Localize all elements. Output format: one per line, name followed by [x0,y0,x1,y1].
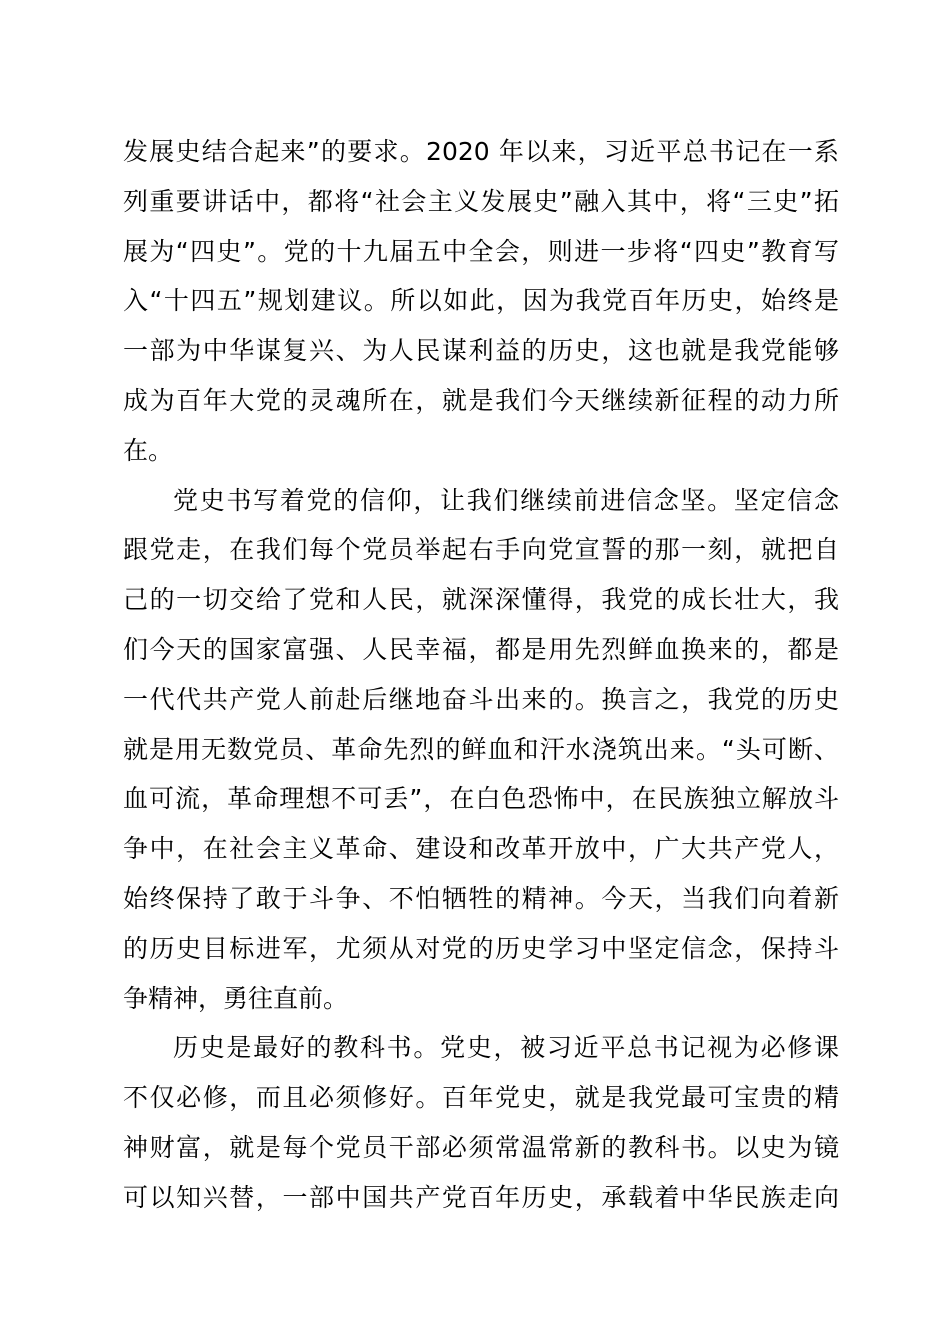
text-line: 神财富，就是每个党员干部必须常温常新的教科书。以史为镜 [123,1132,839,1162]
text-line: 列重要讲话中，都将“社会主义发展史”融入其中，将“三史”拓 [123,186,839,216]
text-line: 血可流，革命理想不可丢”，在白色恐怖中，在民族独立解放斗 [123,784,839,814]
text-line: 在。 [123,435,174,465]
text-line: 不仅必修，而且必须修好。百年党史，就是我党最可宝贵的精 [123,1083,839,1113]
text-line: 们今天的国家富强、人民幸福，都是用先烈鲜血换来的，都是 [123,634,839,664]
document-body [123,127,839,1223]
text-line: 历史是最好的教科书。党史，被习近平总书记视为必修课 [173,1033,839,1063]
text-line: 展为“四史”。党的十九届五中全会，则进一步将“四史”教育写 [123,236,839,266]
paragraph-3 [123,1023,839,1222]
paragraph-1 [123,127,839,476]
text-line: 争精神，勇往直前。 [123,983,349,1013]
text-line: 成为百年大党的灵魂所在，就是我们今天继续新征程的动力所 [123,385,839,415]
paragraph-2 [123,476,839,1024]
text-line: 己的一切交给了党和人民，就深深懂得，我党的成长壮大，我 [123,585,839,615]
text-line: 的历史目标进军，尤须从对党的历史学习中坚定信念，保持斗 [123,933,839,963]
text-line: 党史书写着党的信仰，让我们继续前进信念坚。坚定信念 [173,485,839,515]
text-line: 一部为中华谋复兴、为人民谋利益的历史，这也就是我党能够 [123,336,839,366]
text-line: 发展史结合起来”的要求。2020 年以来，习近平总书记在一系 [123,137,839,166]
text-line: 就是用无数党员、革命先烈的鲜血和汗水浇筑出来。“头可断、 [123,734,839,764]
text-line: 一代代共产党人前赴后继地奋斗出来的。换言之，我党的历史 [123,684,839,714]
text-line: 跟党走，在我们每个党员举起右手向党宣誓的那一刻，就把自 [123,535,839,565]
text-line: 始终保持了敢于斗争、不怕牺牲的精神。今天，当我们向着新 [123,883,839,913]
text-line: 入“十四五”规划建议。所以如此，因为我党百年历史，始终是 [123,286,839,316]
text-line: 可以知兴替，一部中国共产党百年历史，承载着中华民族走向 [123,1182,839,1212]
text-line: 争中，在社会主义革命、建设和改革开放中，广大共产党人， [123,834,839,864]
